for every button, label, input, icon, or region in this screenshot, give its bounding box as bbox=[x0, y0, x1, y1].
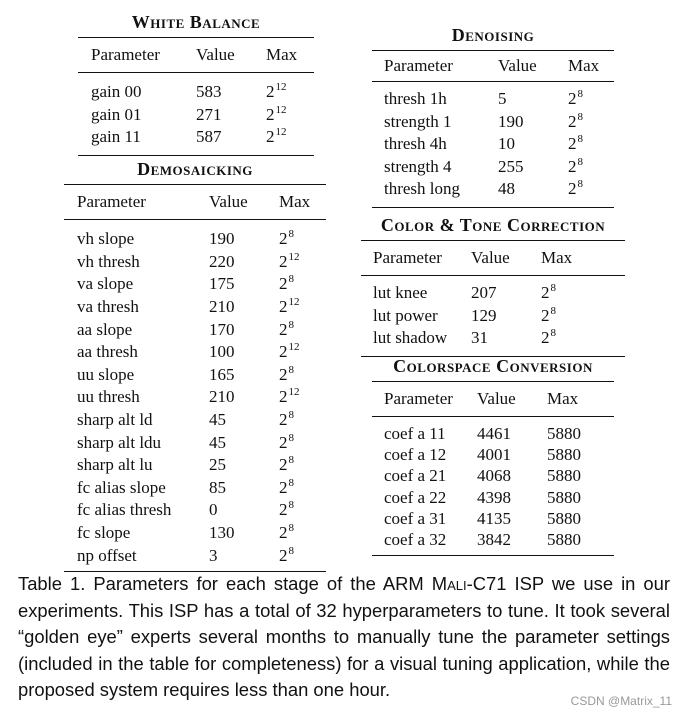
max-exponent: 8 bbox=[288, 273, 294, 286]
max-cell bbox=[541, 283, 556, 303]
max-exponent: 12 bbox=[288, 341, 300, 354]
param-cell: thresh long bbox=[384, 179, 461, 199]
max-cell bbox=[266, 105, 287, 125]
header-value: Value bbox=[498, 56, 537, 75]
param-cell: fc alias thresh bbox=[77, 500, 172, 520]
header-parameter: Parameter bbox=[373, 248, 442, 267]
param-cell: vh slope bbox=[77, 229, 135, 249]
table-title: Colorspace Conversion bbox=[393, 356, 593, 376]
max-base: 2 bbox=[279, 477, 288, 497]
table-row bbox=[372, 423, 614, 444]
table-row bbox=[372, 444, 614, 465]
table-title: Denoising bbox=[451, 25, 535, 45]
watermark: CSDN @Matrix_11 bbox=[570, 694, 672, 708]
color-tone-table bbox=[361, 215, 625, 357]
header-parameter: Parameter bbox=[384, 389, 453, 408]
table-row bbox=[78, 81, 314, 104]
max-base: 2 bbox=[279, 364, 288, 384]
table-header-row bbox=[372, 382, 614, 416]
param-cell: fc alias slope bbox=[77, 477, 166, 497]
param-cell: coef a 21 bbox=[384, 466, 447, 486]
max-exponent: 8 bbox=[288, 522, 294, 535]
max-value: 5880 bbox=[547, 423, 581, 443]
param-cell: aa slope bbox=[77, 319, 133, 339]
value-cell: 4068 bbox=[477, 466, 511, 486]
table-row bbox=[372, 178, 614, 201]
table-row bbox=[64, 318, 326, 341]
header-max: Max bbox=[279, 192, 311, 211]
param-cell: vh thresh bbox=[77, 251, 140, 271]
param-cell: thresh 4h bbox=[384, 134, 447, 154]
table-row bbox=[361, 282, 625, 305]
max-exponent: 12 bbox=[288, 296, 300, 309]
value-cell: 587 bbox=[196, 127, 222, 147]
value-cell: 210 bbox=[209, 297, 235, 317]
table-row bbox=[64, 341, 326, 364]
param-cell: gain 01 bbox=[91, 104, 142, 124]
header-parameter: Parameter bbox=[384, 56, 453, 75]
header-parameter: Parameter bbox=[91, 45, 160, 64]
table-header-row bbox=[64, 185, 326, 219]
param-cell: uu slope bbox=[77, 364, 135, 384]
max-value: 5880 bbox=[547, 444, 581, 464]
param-cell: fc slope bbox=[77, 523, 131, 543]
value-cell: 0 bbox=[209, 500, 218, 520]
table-row bbox=[64, 228, 326, 251]
value-cell: 4001 bbox=[477, 444, 511, 464]
value-cell: 25 bbox=[209, 455, 226, 475]
max-cell bbox=[541, 306, 556, 326]
max-cell bbox=[279, 229, 294, 249]
value-cell: 210 bbox=[209, 387, 235, 407]
max-value: 5880 bbox=[547, 530, 581, 550]
table-row bbox=[64, 522, 326, 545]
max-cell bbox=[279, 297, 300, 317]
max-base: 2 bbox=[279, 229, 288, 249]
max-base: 2 bbox=[568, 134, 577, 154]
table-title: Demosaicking bbox=[137, 159, 253, 179]
max-base: 2 bbox=[279, 500, 288, 520]
colorspace-table bbox=[372, 356, 614, 556]
header-value: Value bbox=[471, 248, 510, 267]
max-exponent: 8 bbox=[288, 409, 294, 422]
max-base: 2 bbox=[279, 410, 288, 430]
value-cell: 220 bbox=[209, 251, 235, 271]
max-cell bbox=[568, 157, 583, 177]
value-cell: 190 bbox=[498, 111, 524, 131]
table-caption bbox=[18, 571, 670, 704]
max-exponent: 8 bbox=[577, 88, 583, 101]
max-base: 2 bbox=[568, 89, 577, 109]
header-max: Max bbox=[568, 56, 600, 75]
max-value: 5880 bbox=[547, 466, 581, 486]
max-base: 2 bbox=[568, 156, 577, 176]
max-exponent: 8 bbox=[577, 110, 583, 123]
max-cell bbox=[279, 320, 294, 340]
param-cell: strength 4 bbox=[384, 156, 452, 176]
value-cell: 10 bbox=[498, 134, 515, 154]
table-row bbox=[372, 111, 614, 134]
param-cell: np offset bbox=[77, 545, 137, 565]
table-row bbox=[361, 327, 625, 350]
value-cell: 190 bbox=[209, 229, 235, 249]
param-cell: va slope bbox=[77, 274, 134, 294]
value-cell: 175 bbox=[209, 274, 235, 294]
value-cell: 100 bbox=[209, 342, 235, 362]
value-cell: 271 bbox=[196, 104, 222, 124]
max-cell bbox=[279, 274, 294, 294]
max-base: 2 bbox=[279, 432, 288, 452]
param-cell: coef a 11 bbox=[384, 423, 446, 443]
header-max: Max bbox=[266, 45, 298, 64]
param-cell: lut power bbox=[373, 305, 438, 325]
table-row bbox=[64, 386, 326, 409]
max-base: 2 bbox=[279, 455, 288, 475]
max-cell bbox=[279, 478, 294, 498]
value-cell: 85 bbox=[209, 477, 226, 497]
max-cell bbox=[568, 134, 583, 154]
table-header-row bbox=[361, 241, 625, 275]
max-exponent: 8 bbox=[288, 499, 294, 512]
value-cell: 3 bbox=[209, 545, 218, 565]
table-row bbox=[372, 88, 614, 111]
header-value: Value bbox=[196, 45, 235, 64]
max-exponent: 8 bbox=[550, 327, 556, 340]
value-cell: 165 bbox=[209, 364, 235, 384]
caption-label: Table 1. bbox=[18, 573, 86, 594]
table-row bbox=[64, 273, 326, 296]
max-cell bbox=[279, 523, 294, 543]
max-cell bbox=[547, 488, 581, 508]
value-cell: 170 bbox=[209, 319, 235, 339]
table-row bbox=[64, 409, 326, 432]
param-cell: coef a 31 bbox=[384, 508, 447, 528]
table-row bbox=[64, 544, 326, 567]
max-cell bbox=[279, 500, 294, 520]
max-base: 2 bbox=[279, 342, 288, 362]
param-cell: uu thresh bbox=[77, 387, 140, 407]
header-max: Max bbox=[541, 248, 573, 267]
max-base: 2 bbox=[541, 283, 550, 303]
max-exponent: 8 bbox=[288, 228, 294, 241]
param-cell: sharp alt ldu bbox=[77, 432, 162, 452]
max-base: 2 bbox=[266, 127, 275, 147]
max-cell bbox=[547, 509, 581, 529]
value-cell: 45 bbox=[209, 432, 226, 452]
table-row bbox=[64, 477, 326, 500]
param-cell: strength 1 bbox=[384, 111, 452, 131]
max-base: 2 bbox=[568, 111, 577, 131]
max-cell bbox=[547, 424, 581, 444]
value-cell: 4135 bbox=[477, 508, 511, 528]
value-cell: 45 bbox=[209, 410, 226, 430]
table-row bbox=[64, 431, 326, 454]
max-cell bbox=[279, 455, 294, 475]
max-cell bbox=[279, 433, 294, 453]
param-cell: lut shadow bbox=[373, 328, 448, 348]
value-cell: 255 bbox=[498, 156, 524, 176]
max-cell bbox=[279, 410, 294, 430]
value-cell: 207 bbox=[471, 283, 497, 303]
max-cell bbox=[279, 252, 300, 272]
table-row bbox=[64, 364, 326, 387]
max-exponent: 8 bbox=[550, 304, 556, 317]
max-exponent: 8 bbox=[288, 454, 294, 467]
max-exponent: 8 bbox=[577, 133, 583, 146]
header-max: Max bbox=[547, 389, 579, 408]
table-row bbox=[64, 499, 326, 522]
max-exponent: 8 bbox=[577, 155, 583, 168]
value-cell: 48 bbox=[498, 179, 515, 199]
max-base: 2 bbox=[279, 251, 288, 271]
header-value: Value bbox=[477, 389, 516, 408]
value-cell: 129 bbox=[471, 305, 497, 325]
max-exponent: 12 bbox=[288, 386, 300, 399]
demosaicking-table bbox=[64, 159, 326, 572]
max-cell bbox=[279, 365, 294, 385]
max-exponent: 8 bbox=[550, 282, 556, 295]
param-cell: gain 11 bbox=[91, 127, 141, 147]
table-row bbox=[372, 466, 614, 487]
table-title: Color & Tone Correction bbox=[380, 215, 606, 235]
table-row bbox=[64, 454, 326, 477]
max-base: 2 bbox=[541, 328, 550, 348]
max-cell bbox=[547, 466, 581, 486]
value-cell: 583 bbox=[196, 82, 222, 102]
max-exponent: 8 bbox=[288, 476, 294, 489]
max-cell bbox=[266, 82, 287, 102]
table-row bbox=[64, 251, 326, 274]
param-cell: gain 00 bbox=[91, 82, 142, 102]
value-cell: 5 bbox=[498, 89, 507, 109]
max-cell bbox=[279, 546, 294, 566]
table-title: White Balance bbox=[131, 12, 261, 32]
max-cell bbox=[541, 328, 556, 348]
max-base: 2 bbox=[266, 82, 275, 102]
table-header-row bbox=[78, 38, 314, 72]
param-cell: aa thresh bbox=[77, 342, 138, 362]
max-exponent: 12 bbox=[288, 250, 300, 263]
header-value: Value bbox=[209, 192, 248, 211]
max-cell bbox=[279, 342, 300, 362]
max-exponent: 8 bbox=[288, 431, 294, 444]
param-cell: lut knee bbox=[373, 283, 428, 303]
table-row bbox=[372, 529, 614, 550]
param-cell: va thresh bbox=[77, 297, 139, 317]
value-cell: 4398 bbox=[477, 487, 511, 507]
value-cell: 4461 bbox=[477, 423, 511, 443]
max-value: 5880 bbox=[547, 508, 581, 528]
max-cell bbox=[568, 89, 583, 109]
max-value: 5880 bbox=[547, 487, 581, 507]
max-base: 2 bbox=[541, 305, 550, 325]
value-cell: 130 bbox=[209, 523, 235, 543]
max-exponent: 12 bbox=[275, 103, 287, 116]
table-header-row bbox=[372, 51, 614, 81]
white-balance-table bbox=[78, 12, 314, 156]
param-cell: sharp alt lu bbox=[77, 455, 153, 475]
max-cell bbox=[568, 179, 583, 199]
table-row bbox=[372, 508, 614, 529]
max-base: 2 bbox=[279, 274, 288, 294]
table-row bbox=[372, 487, 614, 508]
param-cell: sharp alt ld bbox=[77, 410, 153, 430]
value-cell: 31 bbox=[471, 328, 488, 348]
param-cell: coef a 12 bbox=[384, 444, 447, 464]
param-cell: coef a 32 bbox=[384, 530, 447, 550]
max-base: 2 bbox=[568, 179, 577, 199]
max-exponent: 8 bbox=[288, 318, 294, 331]
max-exponent: 8 bbox=[577, 178, 583, 191]
max-base: 2 bbox=[279, 319, 288, 339]
table-row bbox=[64, 296, 326, 319]
caption-chip: -C71 ISP bbox=[466, 573, 544, 594]
table-row bbox=[372, 156, 614, 179]
table-row bbox=[78, 104, 314, 127]
max-exponent: 12 bbox=[275, 126, 287, 139]
value-cell: 3842 bbox=[477, 530, 511, 550]
caption-text-before: Parameters for each stage of the ARM bbox=[93, 573, 432, 594]
max-base: 2 bbox=[279, 297, 288, 317]
max-base: 2 bbox=[279, 387, 288, 407]
max-cell bbox=[279, 387, 300, 407]
table-row bbox=[78, 126, 314, 149]
max-exponent: 12 bbox=[275, 81, 287, 94]
table-row bbox=[361, 305, 625, 328]
max-cell bbox=[266, 127, 287, 147]
param-cell: thresh 1h bbox=[384, 89, 447, 109]
max-base: 2 bbox=[279, 545, 288, 565]
denoising-table bbox=[372, 25, 614, 208]
caption-text-after: we use in our experiments. This ISP has a total of 32 hyperparameters to tune. It took several “golden eye” experts several months to manually tune the parameter settings (included in the table for completeness) for a visual tuning application, while the proposed system requires less than one hour. bbox=[18, 573, 671, 700]
max-exponent: 8 bbox=[288, 363, 294, 376]
param-cell: coef a 22 bbox=[384, 487, 447, 507]
table-row bbox=[372, 133, 614, 156]
max-base: 2 bbox=[279, 523, 288, 543]
max-cell bbox=[547, 530, 581, 550]
header-parameter: Parameter bbox=[77, 192, 146, 211]
max-cell bbox=[547, 445, 581, 465]
max-cell bbox=[568, 112, 583, 132]
max-exponent: 8 bbox=[288, 544, 294, 557]
caption-mali: Mali bbox=[431, 573, 467, 594]
max-base: 2 bbox=[266, 104, 275, 124]
